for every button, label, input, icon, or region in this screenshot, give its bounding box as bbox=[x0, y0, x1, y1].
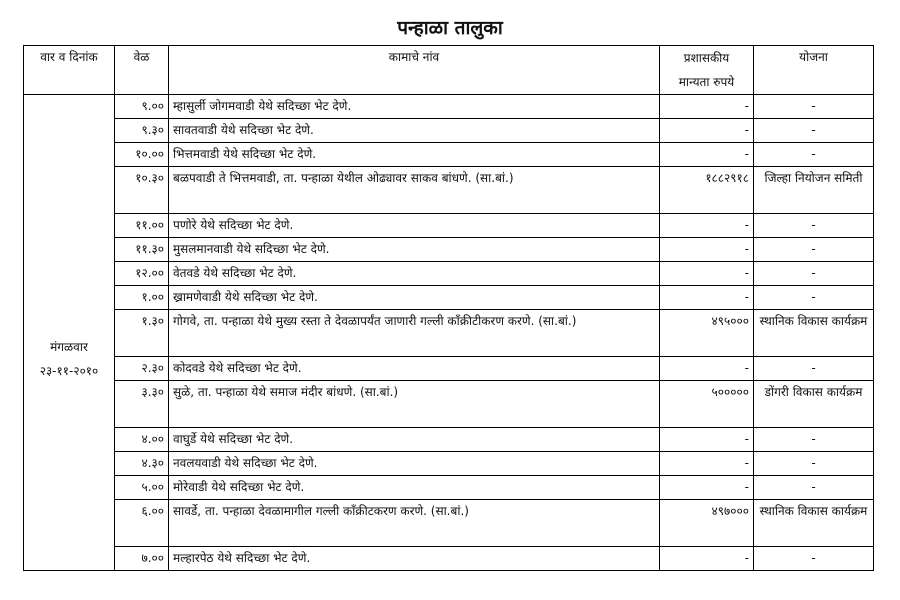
table-row bbox=[24, 119, 874, 143]
scheme-cell: - bbox=[754, 428, 874, 452]
time-cell: ५.०० bbox=[115, 476, 169, 500]
header-vaar: वार व दिनांक bbox=[24, 46, 115, 95]
table-row bbox=[24, 500, 874, 547]
work-name-cell: म्हासुर्ली जोगमवाडी येथे सदिच्छा भेट देणे. bbox=[169, 95, 660, 119]
scheme-cell: स्थानिक विकास कार्यक्रम bbox=[754, 310, 874, 357]
amount-cell: - bbox=[660, 286, 754, 310]
time-cell: १०.३० bbox=[115, 167, 169, 214]
table-row bbox=[24, 381, 874, 428]
amount-cell: - bbox=[660, 119, 754, 143]
table-row bbox=[24, 95, 874, 119]
time-cell: १०.०० bbox=[115, 143, 169, 167]
work-name-cell: भित्तमवाडी येथे सदिच्छा भेट देणे. bbox=[169, 143, 660, 167]
work-name-cell: वाघुर्डे येथे सदिच्छा भेट देणे. bbox=[169, 428, 660, 452]
scheme-cell: - bbox=[754, 286, 874, 310]
table-row bbox=[24, 310, 874, 357]
table-row bbox=[24, 428, 874, 452]
time-cell: ४.३० bbox=[115, 452, 169, 476]
time-cell: ३.३० bbox=[115, 381, 169, 428]
day-date: २३-११-२०१० bbox=[39, 363, 99, 378]
amount-cell: ४९५००० bbox=[660, 310, 754, 357]
table-row bbox=[24, 167, 874, 214]
work-name-cell: गोगवे, ता. पन्हाळा येथे मुख्य रस्ता ते देवळापर्यंत जाणारी गल्ली कॉंक्रीटीकरण करणे. (सा.बां.) bbox=[169, 310, 660, 357]
table-row bbox=[24, 547, 874, 571]
table-row bbox=[24, 452, 874, 476]
amount-cell: - bbox=[660, 476, 754, 500]
header-vel: वेळ bbox=[115, 46, 169, 95]
scheme-cell: - bbox=[754, 119, 874, 143]
scheme-cell: डोंगरी विकास कार्यक्रम bbox=[754, 381, 874, 428]
amount-cell: ५००००० bbox=[660, 381, 754, 428]
amount-cell: ४९७००० bbox=[660, 500, 754, 547]
amount-cell: - bbox=[660, 95, 754, 119]
amount-cell: - bbox=[660, 547, 754, 571]
work-name-cell: मुसलमानवाडी येथे सदिच्छा भेट देणे. bbox=[169, 238, 660, 262]
header-kam: कामाचे नांव bbox=[169, 46, 660, 95]
amount-cell: - bbox=[660, 143, 754, 167]
time-cell: १.३० bbox=[115, 310, 169, 357]
work-name-cell: सुळे, ता. पन्हाळा येथे समाज मंदीर बांधणे. (सा.बां.) bbox=[169, 381, 660, 428]
scheme-cell: - bbox=[754, 95, 874, 119]
day-name: मंगळवार bbox=[50, 339, 88, 354]
schedule-table bbox=[23, 45, 874, 571]
table-row bbox=[24, 143, 874, 167]
scheme-cell: - bbox=[754, 476, 874, 500]
time-cell: ११.३० bbox=[115, 238, 169, 262]
amount-cell: - bbox=[660, 214, 754, 238]
header-prashasakiya-line2: मान्यता रुपये bbox=[678, 75, 735, 89]
work-name-cell: मल्हारपेठ येथे सदिच्छा भेट देणे. bbox=[169, 547, 660, 571]
time-cell: ९.३० bbox=[115, 119, 169, 143]
amount-cell: - bbox=[660, 262, 754, 286]
table-row bbox=[24, 286, 874, 310]
table-row bbox=[24, 238, 874, 262]
time-cell: ६.०० bbox=[115, 500, 169, 547]
scheme-cell: - bbox=[754, 357, 874, 381]
header-prashasakiya bbox=[660, 46, 754, 95]
amount-cell: १८८२९१८ bbox=[660, 167, 754, 214]
work-name-cell: सावतवाडी येथे सदिच्छा भेट देणे. bbox=[169, 119, 660, 143]
time-cell: ४.०० bbox=[115, 428, 169, 452]
time-cell: ७.०० bbox=[115, 547, 169, 571]
amount-cell: - bbox=[660, 238, 754, 262]
work-name-cell: सावर्डे, ता. पन्हाळा देवळामागील गल्ली कॉंक्रीटकरण करणे. (सा.बां.) bbox=[169, 500, 660, 547]
page-title: पन्हाळा तालुका bbox=[397, 17, 503, 39]
amount-cell: - bbox=[660, 428, 754, 452]
table-row bbox=[24, 214, 874, 238]
table-header-row bbox=[24, 46, 874, 95]
scheme-cell: - bbox=[754, 214, 874, 238]
table-row bbox=[24, 262, 874, 286]
work-name-cell: वेतवडे येथे सदिच्छा भेट देणे. bbox=[169, 262, 660, 286]
amount-cell: - bbox=[660, 357, 754, 381]
scheme-cell: - bbox=[754, 452, 874, 476]
work-name-cell: पणोरे येथे सदिच्छा भेट देणे. bbox=[169, 214, 660, 238]
table-row bbox=[24, 476, 874, 500]
work-name-cell: ख्रामणेवाडी येथे सदिच्छा भेट देणे. bbox=[169, 286, 660, 310]
time-cell: ९.०० bbox=[115, 95, 169, 119]
header-yojana: योजना bbox=[754, 46, 874, 95]
time-cell: २.३० bbox=[115, 357, 169, 381]
time-cell: ११.०० bbox=[115, 214, 169, 238]
scheme-cell: - bbox=[754, 143, 874, 167]
work-name-cell: कोदवडे येथे सदिच्छा भेट देणे. bbox=[169, 357, 660, 381]
work-name-cell: नवलयवाडी येथे सदिच्छा भेट देणे. bbox=[169, 452, 660, 476]
scheme-cell: स्थानिक विकास कार्यक्रम bbox=[754, 500, 874, 547]
time-cell: १.०० bbox=[115, 286, 169, 310]
header-prashasakiya-line1: प्रशासकीय bbox=[683, 51, 730, 65]
scheme-cell: - bbox=[754, 238, 874, 262]
scheme-cell: - bbox=[754, 547, 874, 571]
work-name-cell: मोरेवाडी येथे सदिच्छा भेट देणे. bbox=[169, 476, 660, 500]
table-row bbox=[24, 357, 874, 381]
scheme-cell: - bbox=[754, 262, 874, 286]
table-body bbox=[24, 95, 874, 571]
amount-cell: - bbox=[660, 452, 754, 476]
day-date-cell bbox=[24, 95, 115, 571]
time-cell: १२.०० bbox=[115, 262, 169, 286]
scheme-cell: जिल्हा नियोजन समिती bbox=[754, 167, 874, 214]
work-name-cell: बळपवाडी ते भित्तमवाडी, ता. पन्हाळा येथील ओढ्यावर साकव बांधणे. (सा.बां.) bbox=[169, 167, 660, 214]
